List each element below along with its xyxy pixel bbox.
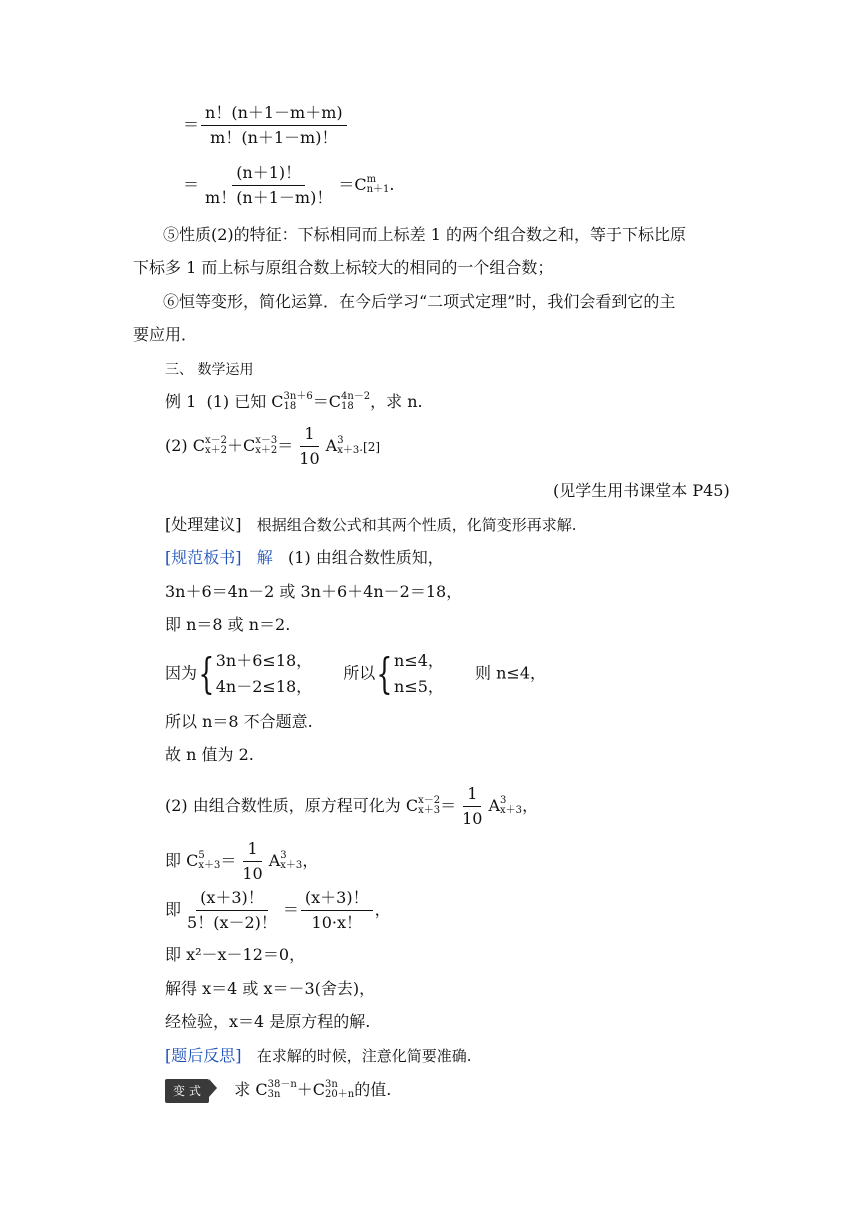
variant-badge: 变 式 [165, 1079, 209, 1103]
example-1-part-1: 例 1 (1) 已知 C 3n＋6 18 ＝C 4n－2 18 ，求 n. [165, 390, 423, 412]
fraction: $\frac{(x+3)!}{5!(x-2)!}$ [187, 888, 277, 932]
fraction: $\frac{1}{10}$ [242, 839, 263, 883]
inequality-systems: 因为{ 3n＋6≤18， 4n－2≤18， 所以{ n≤4， n≤5， 则 n≤4， [165, 649, 547, 698]
note-5-line-1: ⑤性质(2)的特征：下标相同而上标差 1 的两个组合数之和，等于下标比原 [163, 225, 687, 244]
solution-part-2-line-1: (2) 由组合数性质，原方程可化为 C x－2 x＋3 ＝ $\frac{1}{10}$ A 3 x＋3 ， [165, 784, 539, 828]
note-5-line-2: 下标多 1 而上标与原组合数上标较大的相同的一个组合数； [133, 258, 554, 277]
derivation-line-2: ＝ $\frac{(n+1)!}{m!(n+1-m)!}$ ＝C m n＋1 . [183, 163, 395, 207]
solution-part-2-line-2: 即 C 5 x＋3 ＝ $\frac{1}{10}$ A 3 x＋3 ， [165, 839, 319, 883]
fraction: $\frac{n!(n+1-m+m)}{m!(n+1-m)!}$ [201, 103, 347, 148]
reflection: [题后反思] 在求解的时候，注意化简要准确. [165, 1046, 472, 1065]
solution-header: [规范板书] 解 (1) 由组合数性质知， [165, 548, 444, 567]
solution-line: 故 n 值为 2. [165, 745, 254, 764]
solution-line: 解得 x＝4 或 x＝－3(舍去)， [165, 979, 376, 998]
note-6-line-2: 要应用． [133, 325, 198, 344]
solution-line: 即 x²－x－12＝0， [165, 945, 306, 964]
fraction: $\frac{1}{10}$ [462, 784, 483, 828]
reference-note: (见学生用书课堂本 P45) [553, 481, 730, 500]
section-heading: 三、 数学运用 [165, 362, 254, 378]
solution-line: 经检验，x＝4 是原方程的解. [165, 1012, 371, 1031]
derivation-line-1: ＝ $\frac{n!(n+1-m+m)}{m!(n+1-m)!}$ [183, 103, 349, 148]
processing-advice: [处理建议] 根据组合数公式和其两个性质，化简变形再求解. [165, 515, 577, 534]
fraction: $\frac{1}{10}$ [299, 424, 320, 468]
example-1-part-2: (2) C x－2 x＋2 ＋C x－3 x＋2 ＝ $\frac{1}{10}$ A 3 x＋3 .[2] [165, 424, 381, 468]
solution-part-2-line-3: 即 $\frac{(x+3)!}{5!(x-2)!}$ ＝ $\frac{(x+3)!}{10\cdot x!}$ ， [165, 888, 391, 932]
solution-line: 3n＋6＝4n－2 或 3n＋6＋4n－2＝18， [165, 582, 463, 601]
solution-line: 即 n＝8 或 n＝2. [165, 615, 291, 634]
fraction: $\frac{(n+1)!}{m!(n+1-m)!}$ [205, 163, 333, 207]
fraction: $\frac{(x+3)!}{10\cdot x!}$ [301, 888, 373, 933]
solution-line: 所以 n＝8 不合题意. [165, 712, 313, 731]
note-6-line-1: ⑥恒等变形，简化运算．在今后学习“二项式定理”时，我们会看到它的主 [163, 292, 676, 311]
variant-exercise: 变 式 求 C 38－n 3n ＋C 3n 20＋n 的值. [165, 1079, 391, 1103]
